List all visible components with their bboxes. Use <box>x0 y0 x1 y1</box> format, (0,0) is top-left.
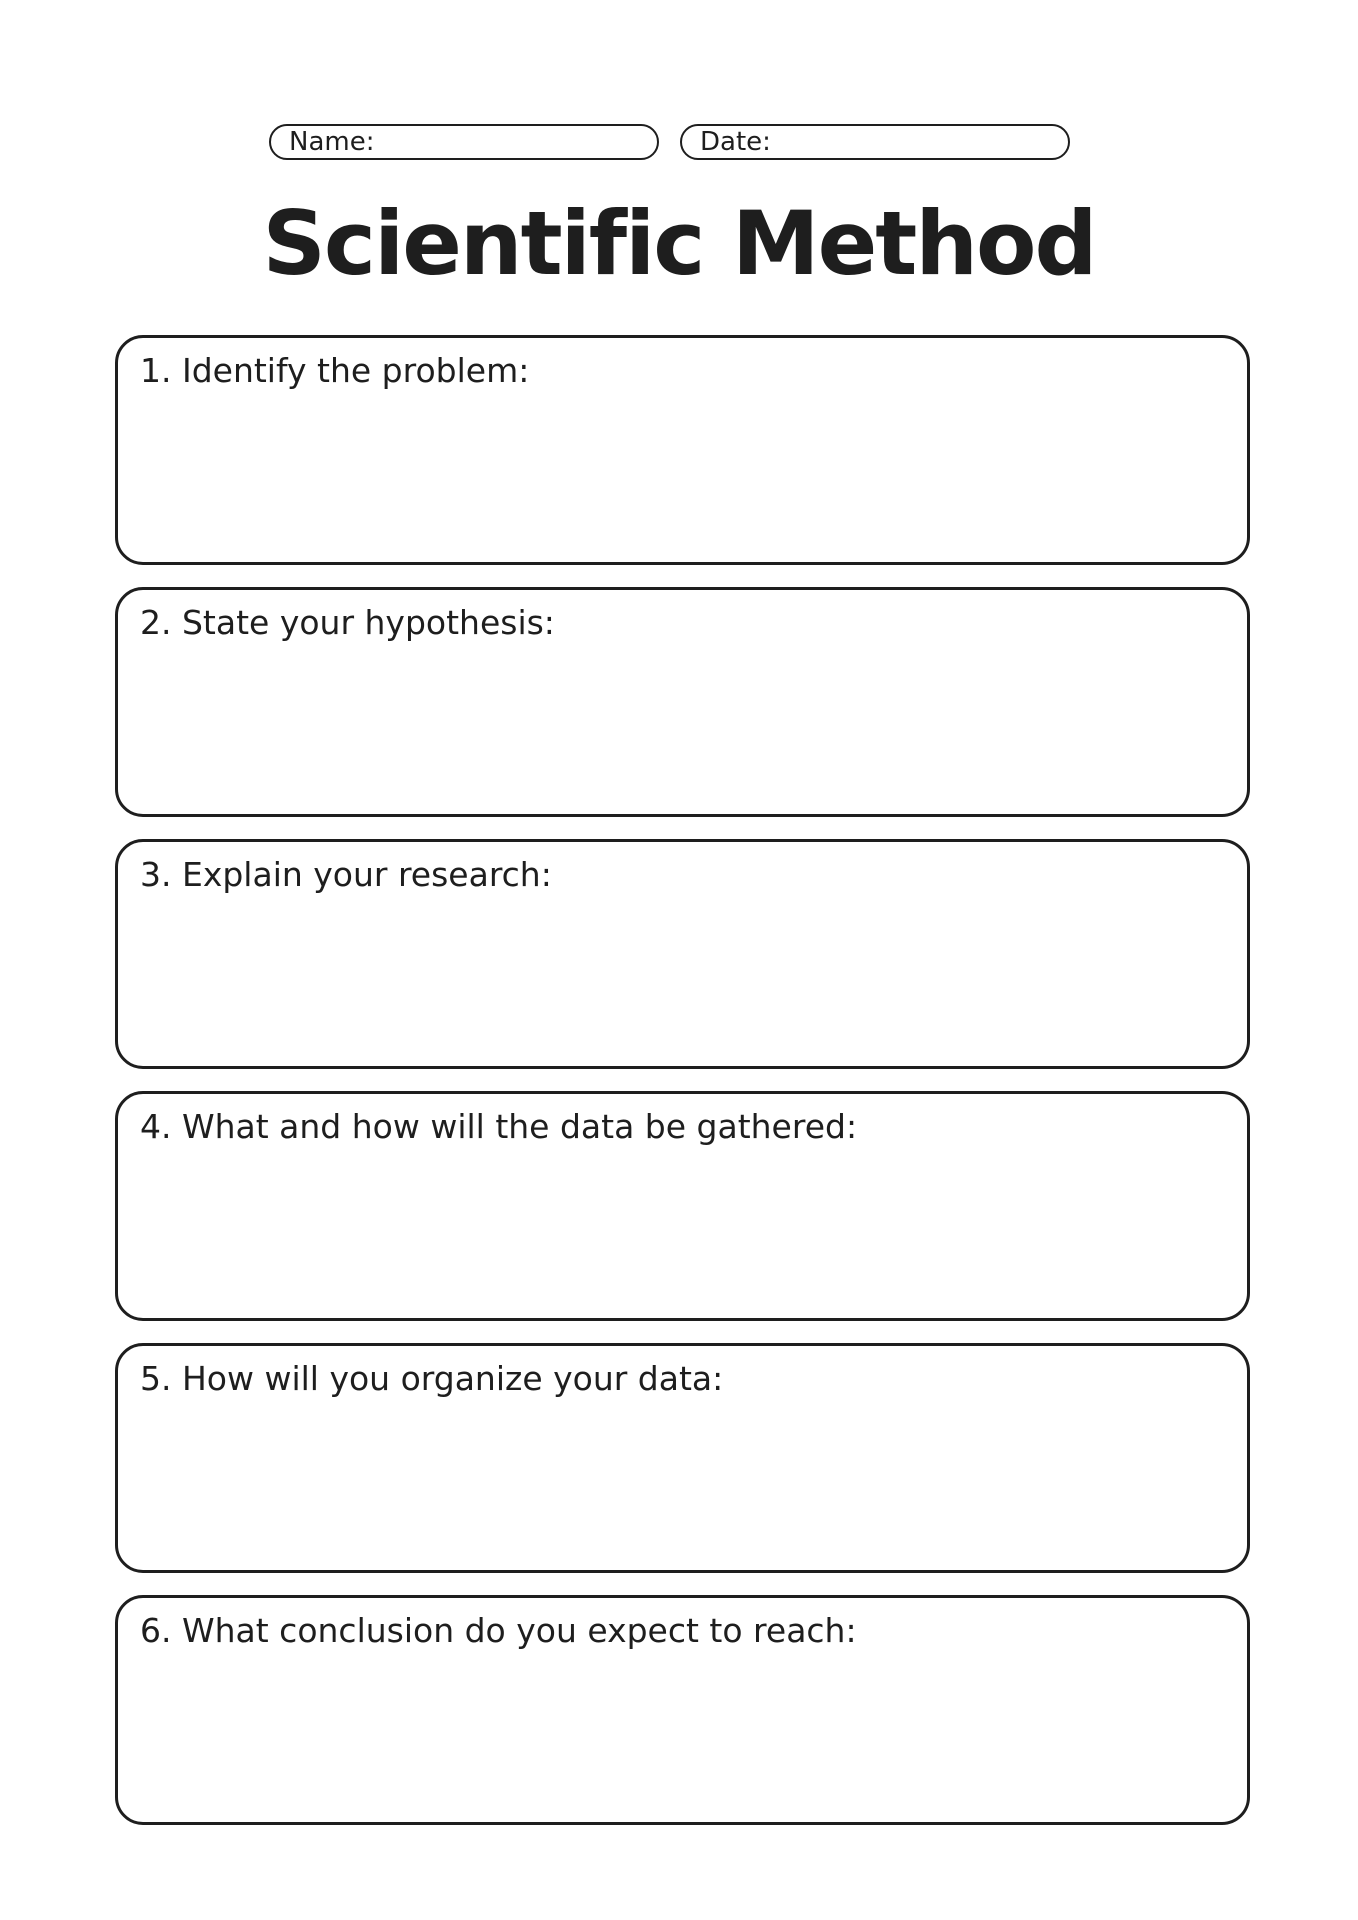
step-prompt: 4. What and how will the data be gathered: <box>140 1107 858 1146</box>
step-box-research <box>115 839 1250 1069</box>
date-field[interactable] <box>680 124 1070 160</box>
answer-area[interactable] <box>140 404 1225 546</box>
step-box-data-gathering <box>115 1091 1250 1321</box>
name-label: Name: <box>289 127 375 157</box>
step-box-conclusion <box>115 1595 1250 1825</box>
answer-area[interactable] <box>140 1664 1225 1806</box>
step-prompt: 5. How will you organize your data: <box>140 1359 724 1398</box>
step-box-organize-data <box>115 1343 1250 1573</box>
answer-area[interactable] <box>140 656 1225 798</box>
step-box-identify-problem <box>115 335 1250 565</box>
answer-area[interactable] <box>140 1160 1225 1302</box>
answer-area[interactable] <box>140 908 1225 1050</box>
name-field[interactable] <box>269 124 659 160</box>
header-fields <box>269 124 1073 164</box>
step-prompt: 1. Identify the problem: <box>140 351 530 390</box>
date-label: Date: <box>700 127 771 157</box>
page-title: Scientific Method <box>262 192 1096 295</box>
step-prompt: 3. Explain your research: <box>140 855 552 894</box>
step-prompt: 6. What conclusion do you expect to reach: <box>140 1611 857 1650</box>
step-box-hypothesis <box>115 587 1250 817</box>
step-prompt: 2. State your hypothesis: <box>140 603 555 642</box>
answer-area[interactable] <box>140 1412 1225 1554</box>
